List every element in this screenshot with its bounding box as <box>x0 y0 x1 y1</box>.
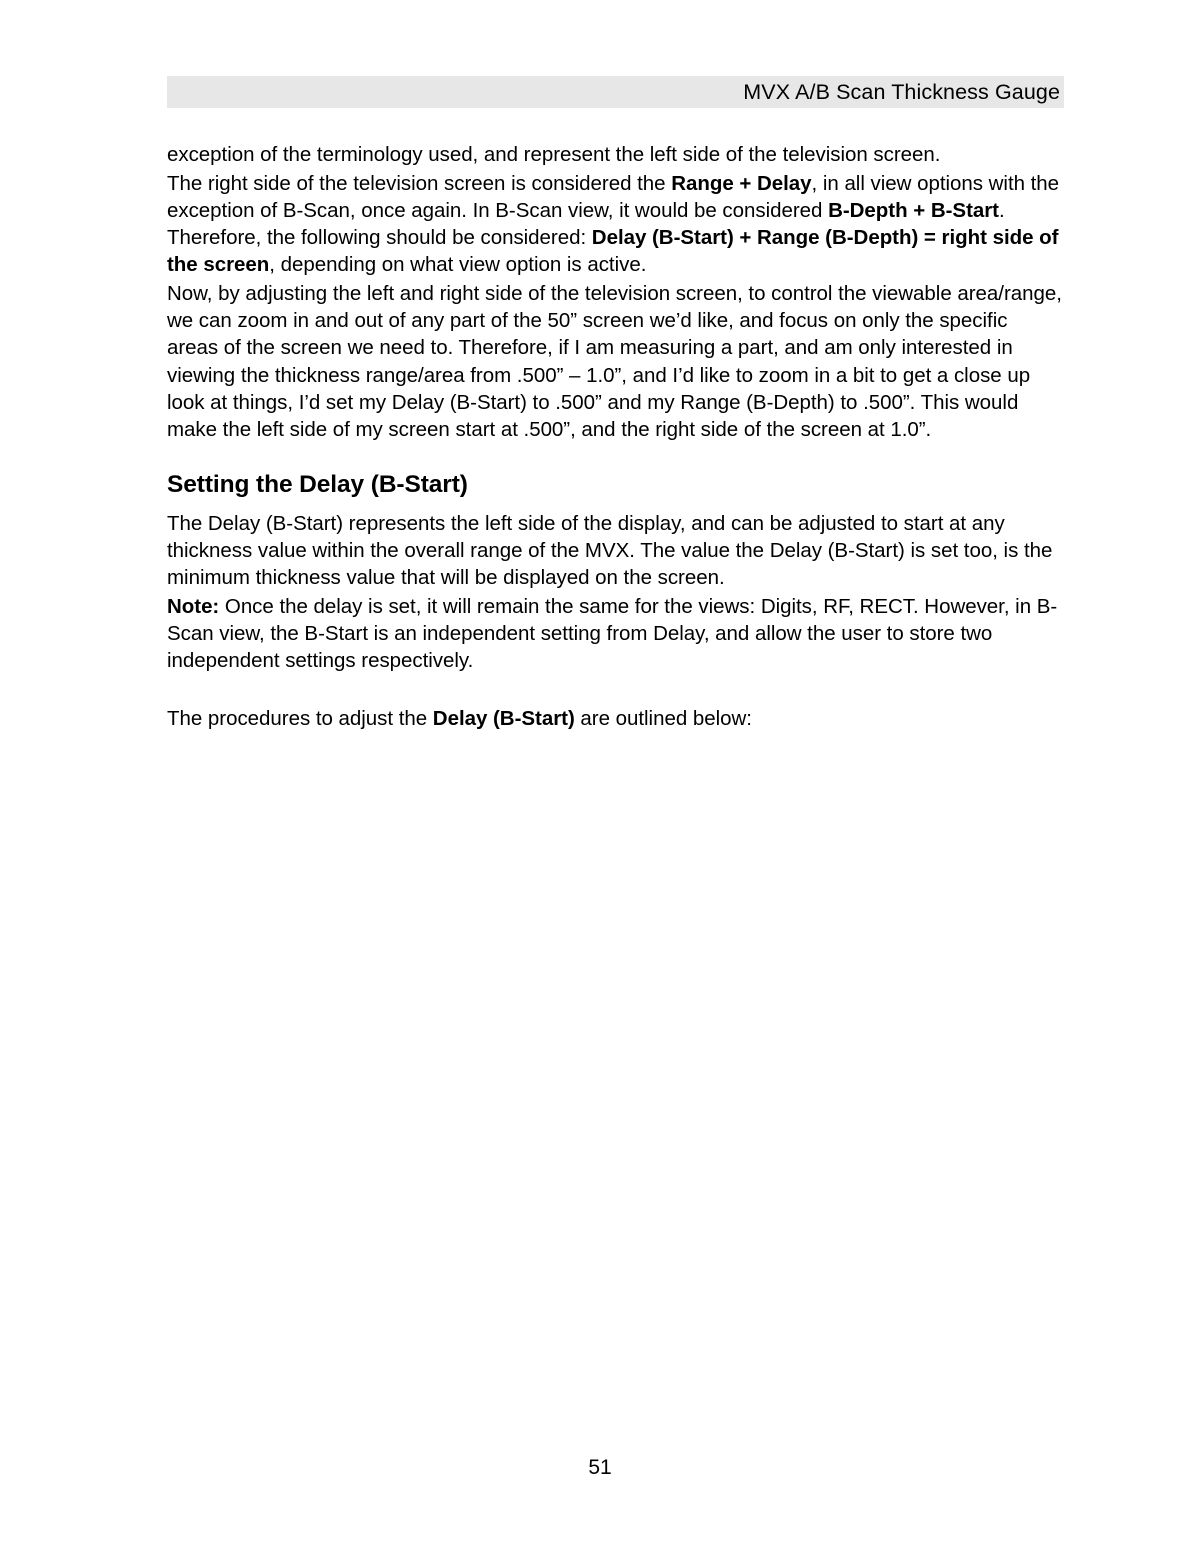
term-delay-range-equation: Delay (B-Start) + Range (B-Depth) = right side of the screen <box>167 226 1059 277</box>
term-bdepth-plus-bstart: B-Depth + B-Start <box>828 198 999 222</box>
paragraph-procedures-intro <box>167 705 1062 732</box>
text-segment: Once the delay is set, it will remain the same for the views: Digits, RF, RECT. However, in B-Scan view, the B-Start is an independent setting from Delay, and allow the user to store two independent settings respectively. <box>167 594 1058 673</box>
text-segment: . Therefore, the following should be considered: <box>167 198 1005 250</box>
term-range-plus-delay: Range + Delay <box>671 171 812 195</box>
text-segment: The procedures to adjust the <box>167 706 433 730</box>
paragraph-zoom-example: Now, by adjusting the left and right side of the television screen, to control the viewable area/range, we can zoom in and out of any part of the 50” screen we’d like, and focus on only the specific areas of the screen we need to. Therefore, if I am measuring a part, and am only interested in viewing the thickness range/area from .500” – 1.0”, and I’d like to zoom in a bit to get a close up look at things, I’d set my Delay (B-Start) to .500” and my Range (B-Depth) to .500”. This would make the left side of my screen start at .500”, and the right side of the screen at 1.0”. <box>167 282 1062 442</box>
text-segment: , depending on what view option is active. <box>269 253 647 277</box>
note-label: Note: <box>167 594 220 618</box>
paragraph-right-side-definition <box>167 170 1062 279</box>
text-segment: The right side of the television screen is considered the <box>167 171 672 195</box>
page-header-title: MVX A/B Scan Thickness Gauge <box>743 80 1060 104</box>
paragraph-note <box>167 593 1062 675</box>
section-heading-setting-the-delay: Setting the Delay (B-Start) <box>167 470 468 498</box>
paragraph-spacer <box>167 675 1062 705</box>
page-number: 51 <box>588 1456 612 1479</box>
paragraph-continuation: exception of the terminology used, and represent the left side of the television screen. <box>167 143 941 166</box>
page-header-band <box>167 76 1064 108</box>
term-delay-bstart: Delay (B-Start) <box>432 706 575 730</box>
document-body <box>167 141 1062 733</box>
paragraph-delay-description: The Delay (B-Start) represents the left side of the display, and can be adjusted to start at any thickness value within the overall range of the MVX. The value the Delay (B-Start) is set too, is the minimum thickness value that will be displayed on the screen. <box>167 511 1053 590</box>
text-segment: are outlined below: <box>574 706 752 730</box>
text-segment: , in all view options with the exception of B-Scan, once again. In B-Scan view, it would be considered <box>167 171 1060 222</box>
